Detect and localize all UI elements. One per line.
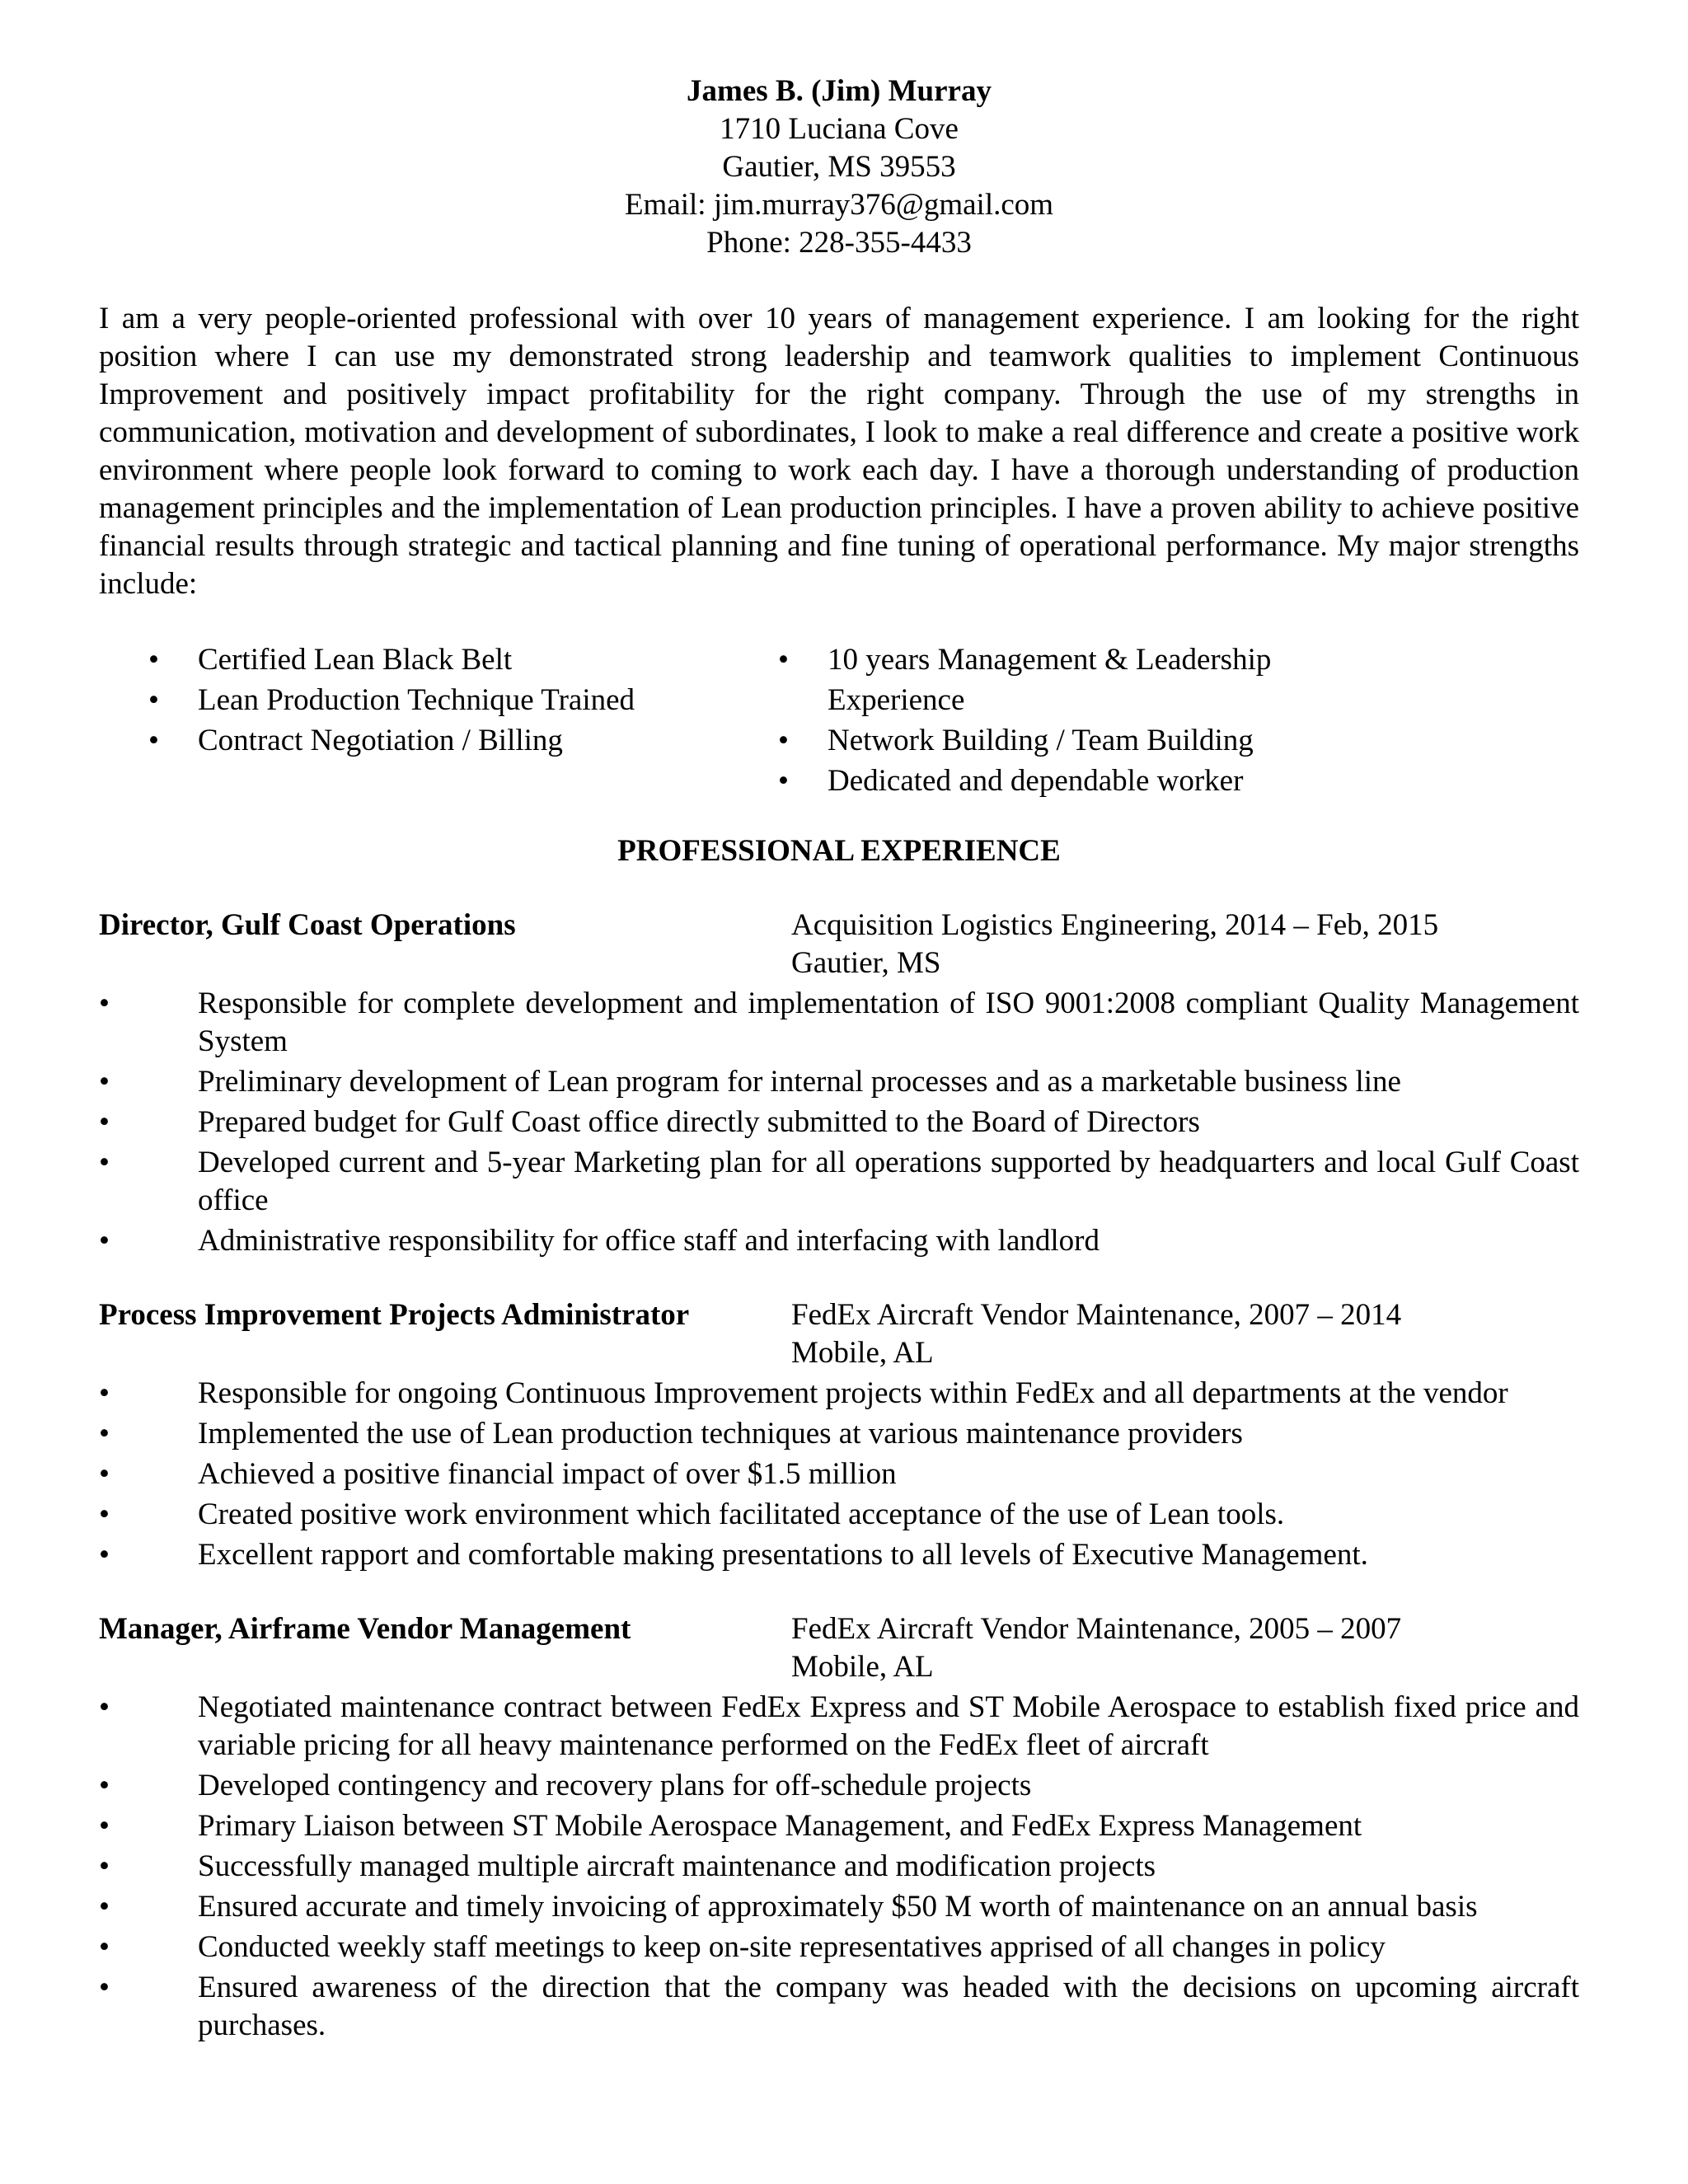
job-header — [99, 907, 1579, 944]
strength-item: • Contract Negotiation / Billing — [148, 720, 778, 761]
job-bullet: • Developed contingency and recovery plans for off-schedule projects — [99, 1767, 1579, 1805]
candidate-name: James B. (Jim) Murray — [687, 74, 992, 108]
job-title: Process Improvement Projects Administrator — [99, 1298, 690, 1332]
job-bullet: • Ensured awareness of the direction that the company was headed with the decisions on upcoming aircraft purchases. — [99, 1969, 1579, 2045]
job-entry — [99, 907, 1579, 1260]
job-header — [99, 1296, 1579, 1334]
strength-item: • 10 years Management & Leadership Experience — [778, 640, 1404, 720]
job-bullet: • Primary Liaison between ST Mobile Aerospace Management, and FedEx Express Management — [99, 1807, 1579, 1845]
job-organization: Acquisition Logistics Engineering, 2014 – Feb, 2015 — [791, 908, 1439, 942]
strength-item: • Network Building / Team Building — [778, 720, 1404, 761]
street-address: 1710 Luciana Cove — [720, 112, 959, 146]
strengths-left-column — [148, 640, 778, 801]
job-location: Mobile, AL — [791, 1650, 934, 1684]
job-bullet: • Prepared budget for Gulf Coast office directly submitted to the Board of Directors — [99, 1104, 1579, 1141]
job-bullet: • Achieved a positive financial impact of over $1.5 million — [99, 1455, 1579, 1493]
job-organization: FedEx Aircraft Vendor Maintenance, 2007 – 2014 — [791, 1298, 1402, 1332]
email-line: Email: jim.murray376@gmail.com — [624, 188, 1054, 222]
job-title: Manager, Airframe Vendor Management — [99, 1612, 631, 1646]
resume-page — [99, 73, 1579, 2047]
job-title: Director, Gulf Coast Operations — [99, 908, 516, 942]
job-bullet: • Preliminary development of Lean program for internal processes and as a marketable business line — [99, 1063, 1579, 1101]
job-bullet: • Responsible for ongoing Continuous Improvement projects within FedEx and all departments at the vendor — [99, 1375, 1579, 1413]
job-location: Mobile, AL — [791, 1336, 934, 1370]
job-bullets — [99, 1375, 1579, 1574]
phone-line: Phone: 228-355-4433 — [706, 226, 972, 260]
summary-paragraph: I am a very people-oriented professional with over 10 years of management experience. I am looking for the right position where I can use my demonstrated strong leadership and teamwork qualities to implement Continuous Improvement and positively impact profitability for the right company. Through the use of my strengths in communication, motivation and development of subordinates, I look to make a real difference and create a positive work environment where people look forward to coming to work each day. I have a thorough understanding of production management principles and the implementation of Lean production principles. I have a proven ability to achieve positive financial results through strategic and tactical planning and fine tuning of operational performance. My major strengths include: — [99, 302, 1579, 601]
city-state-zip: Gautier, MS 39553 — [722, 150, 956, 184]
job-bullet: • Administrative responsibility for office staff and interfacing with landlord — [99, 1222, 1579, 1260]
job-bullet: • Responsible for complete development and implementation of ISO 9001:2008 compliant Quality Management System — [99, 985, 1579, 1061]
job-header — [99, 1610, 1579, 1648]
job-bullet: • Developed current and 5-year Marketing plan for all operations supported by headquarters and local Gulf Coast office — [99, 1144, 1579, 1220]
job-bullet: • Ensured accurate and timely invoicing of approximately $50 M worth of maintenance on an annual basis — [99, 1888, 1579, 1926]
strengths-list — [99, 640, 1579, 801]
job-bullet: • Created positive work environment which facilitated acceptance of the use of Lean tools. — [99, 1496, 1579, 1534]
job-entry — [99, 1610, 1579, 2045]
job-bullets — [99, 1689, 1579, 2045]
job-bullet: • Excellent rapport and comfortable making presentations to all levels of Executive Management. — [99, 1536, 1579, 1574]
job-bullet: • Conducted weekly staff meetings to keep on-site representatives apprised of all changes in policy — [99, 1929, 1579, 1966]
job-bullet: • Implemented the use of Lean production techniques at various maintenance providers — [99, 1415, 1579, 1453]
strength-item: • Certified Lean Black Belt — [148, 640, 778, 680]
strength-item: • Dedicated and dependable worker — [778, 761, 1404, 801]
strength-item: • Lean Production Technique Trained — [148, 680, 778, 720]
strengths-right-column — [778, 640, 1404, 801]
job-bullet: • Successfully managed multiple aircraft maintenance and modification projects — [99, 1848, 1579, 1886]
job-bullet: • Negotiated maintenance contract between FedEx Express and ST Mobile Aerospace to establish fixed price and variable pricing for all heavy maintenance performed on the FedEx fleet of aircraft — [99, 1689, 1579, 1765]
job-location: Gautier, MS — [791, 946, 941, 980]
job-bullets — [99, 985, 1579, 1260]
job-entry — [99, 1296, 1579, 1574]
job-organization: FedEx Aircraft Vendor Maintenance, 2005 – 2007 — [791, 1612, 1402, 1646]
contact-header — [99, 73, 1579, 262]
section-title-experience: PROFESSIONAL EXPERIENCE — [617, 834, 1061, 868]
